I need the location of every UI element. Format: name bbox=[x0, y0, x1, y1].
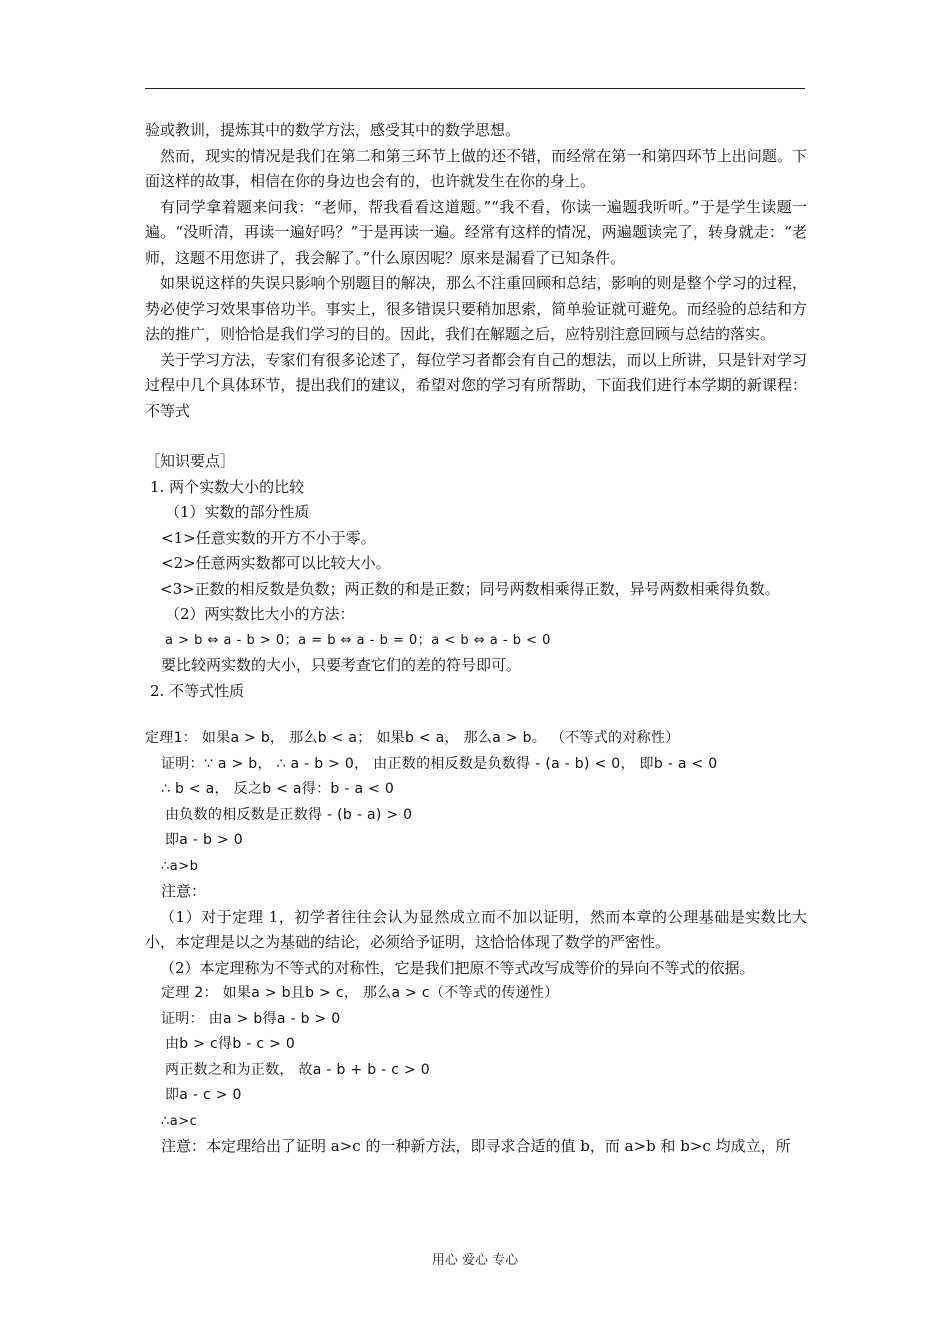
document-body bbox=[145, 118, 807, 1160]
paragraph: 如果说这样的失误只影响个别题目的解决，那么不注重回顾和总结，影响的则是整个学习的过程，势必使学习效果事倍功半。事实上，很多错误只要稍加思索，简单验证就可避免。而经验的总结和方法的推广，则恰恰是我们学习的目的。因此，我们在解题之后，应特别注意回顾与总结的落实。 bbox=[145, 274, 807, 343]
proof-conclusion: ∴a>b bbox=[161, 858, 199, 874]
proof-line: 即a - b > 0 bbox=[165, 832, 243, 848]
note-item: 注意：本定理给出了证明 a>c 的一种新方法，即寻求合适的值 b，而 a>b 和 b>c 均成立，所 bbox=[161, 1137, 791, 1155]
theorem-1-statement: 定理1： 如果a > b， 那么b < a； 如果b < a， 那么a > b。 （不等式的对称性） bbox=[145, 730, 680, 746]
subsection-title: （2）两实数比大小的方法： bbox=[165, 605, 355, 623]
paragraph: 然而，现实的情况是我们在第二和第三环节上做的还不错，而经常在第一和第四环节上出问题。下面这样的故事，相信在你的身边也会有的，也许就发生在你的身上。 bbox=[145, 146, 807, 190]
note-label: 注意： bbox=[161, 882, 207, 900]
proof-line: ∴ b < a， 反之b < a得：b - a < 0 bbox=[161, 781, 395, 797]
property-item: <1>任意实数的开方不小于零。 bbox=[161, 528, 376, 547]
paragraph: 验或教训，提炼其中的数学方法，感受其中的数学思想。 bbox=[145, 121, 521, 139]
proof-line: 由负数的相反数是正数得 - (b - a) > 0 bbox=[165, 806, 413, 823]
method-note: 要比较两实数的大小，只要考查它们的差的符号即可。 bbox=[161, 656, 522, 674]
paragraph: 关于学习方法，专家们有很多论述了，每位学习者都会有自己的想法，而以上所讲，只是针对学习过程中几个具体环节，提出我们的建议，希望对您的学习有所帮助，下面我们进行本学期的新课程：不等式 bbox=[145, 350, 807, 420]
header-rule bbox=[145, 88, 805, 89]
proof-line: 两正数之和为正数， 故a - b + b - c > 0 bbox=[165, 1061, 430, 1078]
comparison-method-formula: a > b ⇔ a - b > 0；a = b ⇔ a - b = 0；a < b ⇔ a - b < 0 bbox=[165, 632, 551, 648]
page-footer: 用心 爱心 专心 bbox=[431, 1253, 519, 1268]
theorem-2-statement: 定理 2： 如果a > b且b > c， 那么a > c（不等式的传递性） bbox=[161, 985, 559, 1001]
proof-line: 证明：∵ a > b， ∴ a - b > 0， 由正数的相反数是负数得 - (a - b) < 0， 即b - a < 0 bbox=[161, 755, 718, 772]
property-item: <2>任意两实数都可以比较大小。 bbox=[161, 554, 391, 572]
subsection-title: （1）实数的部分性质 bbox=[165, 503, 310, 521]
section-heading: ［知识要点］ bbox=[145, 452, 236, 470]
proof-line: 由b > c得b - c > 0 bbox=[165, 1036, 296, 1052]
note-item: （2）本定理称为不等式的对称性，它是我们把原不等式改写成等价的异向不等式的依据。 bbox=[160, 958, 755, 977]
proof-line: 即a - c > 0 bbox=[165, 1087, 242, 1103]
property-item: <3>正数的相反数是负数；两正数的和是正数；同号两数相乘得正数，异号两数相乘得负数。 bbox=[160, 579, 780, 598]
subsection-title: 1. 两个实数大小的比较 bbox=[150, 477, 305, 496]
subsection-title: 2. 不等式性质 bbox=[150, 681, 245, 700]
proof-conclusion: ∴a>c bbox=[161, 1113, 198, 1129]
proof-line: 证明： 由a > b得a - b > 0 bbox=[161, 1010, 341, 1027]
note-item: （1）对于定理 1，初学者往往会认为显然成立而不加以证明，然而本章的公理基础是实数比大小，本定理是以之为基础的结论，必须给予证明，这恰恰体现了数学的严密性。 bbox=[145, 907, 807, 951]
paragraph: 有同学拿着题来问我：“老师，帮我看看这道题。”“我不看，你读一遍题我听听。”于是学生读题一遍。“没听清，再读一遍好吗？”于是再读一遍。经常有这样的情况，两遍题读完了，转身就走：“老师，这题不用您讲了，我会解了。”什么原因呢？原来是漏看了已知条件。 bbox=[145, 197, 807, 267]
